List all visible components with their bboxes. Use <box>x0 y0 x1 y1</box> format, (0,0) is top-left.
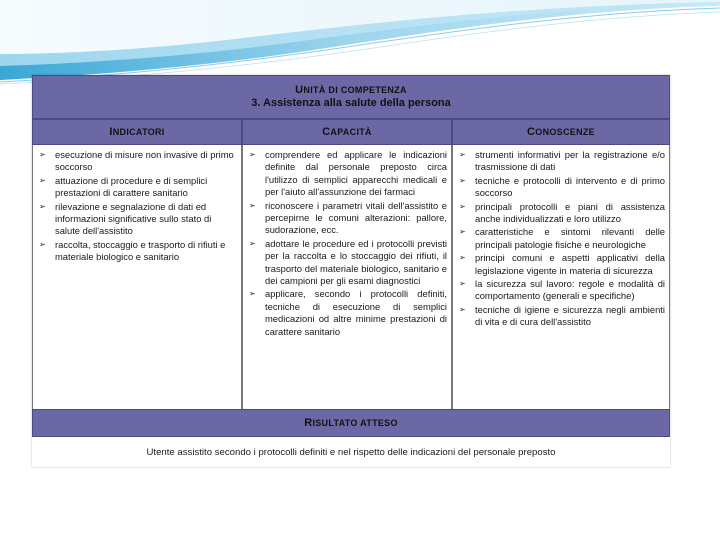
competency-table <box>32 75 670 467</box>
arrow-bullet-icon: ➢ <box>459 201 466 211</box>
list-item <box>37 201 237 238</box>
result-text: Utente assistito secondo i protocolli definiti e nel rispetto delle indicazioni del personale preposto <box>146 446 556 458</box>
arrow-bullet-icon: ➢ <box>249 150 256 159</box>
list-item-text: rilevazione e segnalazione di dati ed informazioni significative sullo stato di salute dell'assistito <box>55 200 212 237</box>
list-item <box>457 278 665 303</box>
arrow-bullet-icon: ➢ <box>459 304 466 314</box>
list-item-text: principi comuni e aspetti applicativi della legislazione vigente in materia di sicurezza <box>475 252 665 276</box>
list-item <box>457 252 665 277</box>
list-item <box>457 149 665 174</box>
list-item-text: esecuzione di misure non invasive di primo soccorso <box>55 149 234 173</box>
list-item <box>247 149 447 199</box>
arrow-bullet-icon: ➢ <box>39 239 46 249</box>
arrow-bullet-icon: ➢ <box>459 253 466 263</box>
arrow-bullet-icon: ➢ <box>39 150 46 159</box>
result-header: R ISULTATO ATTESO <box>32 409 670 437</box>
column-indicatori <box>32 145 242 409</box>
arrow-bullet-icon: ➢ <box>39 201 46 211</box>
list-item <box>37 175 237 200</box>
indicatori-list <box>33 145 241 264</box>
arrow-bullet-icon: ➢ <box>459 279 466 289</box>
list-item-text: adottare le procedure ed i protocolli previsti per la raccolta e lo stoccaggio dei rifiuti, il trasporto del materiale biologico, sanitario e dei campioni per gli esami diagnostici <box>265 237 447 287</box>
list-item-text: principali protocolli e piani di assistenza anche individualizzati e loro utilizzo <box>475 200 665 225</box>
arrow-bullet-icon: ➢ <box>249 200 256 210</box>
list-item-text: tecniche di igiene e sicurezza negli ambienti di vita e di cura dell'assistito <box>475 303 665 328</box>
list-item-text: la sicurezza sul lavoro: regole e modalità di comportamento (generali e specifiche) <box>475 278 665 302</box>
conoscenze-list <box>453 145 669 329</box>
arrow-bullet-icon: ➢ <box>459 227 466 237</box>
list-item <box>457 304 665 329</box>
list-item-text: raccolta, stoccaggio e trasporto di rifiuti e materiale biologico e sanitario <box>55 238 226 263</box>
list-item <box>247 200 447 237</box>
list-item <box>247 238 447 288</box>
list-item-text: applicare, secondo i protocolli definiti, tecniche di esecuzione di semplici medicazioni od altre minime prestazioni di carattere sanitario <box>265 288 447 337</box>
column-header-conoscenze: C ONOSCENZE <box>452 119 670 145</box>
list-item <box>247 288 447 338</box>
capacita-list <box>243 145 451 338</box>
column-header-indicatori: I NDICATORI <box>32 119 242 145</box>
table-header <box>32 75 670 119</box>
column-header-capacita: C APACITÀ <box>242 119 452 145</box>
list-item-text: comprendere ed applicare le indicazioni definite dal personale preposto circa l'utilizzo di semplici apparecchi medicali e per l'aiuto all'assunzione dei farmaci <box>265 149 447 198</box>
arrow-bullet-icon: ➢ <box>249 238 256 248</box>
arrow-bullet-icon: ➢ <box>459 150 466 159</box>
arrow-bullet-icon: ➢ <box>39 175 46 185</box>
arrow-bullet-icon: ➢ <box>459 175 466 185</box>
list-item <box>37 149 237 174</box>
arrow-bullet-icon: ➢ <box>249 289 256 299</box>
list-item-text: riconoscere i parametri vitali dell'assistito e percepirne le comuni alterazioni: pallore, sudorazione, ecc. <box>265 199 447 236</box>
column-capacita <box>242 145 452 409</box>
list-item-text: attuazione di procedure e di semplici prestazioni di carattere sanitario <box>55 174 208 199</box>
unit-label: UNITÀ DI COMPETENZA <box>295 84 407 96</box>
column-conoscenze <box>452 145 670 409</box>
list-item <box>457 226 665 251</box>
list-item <box>457 201 665 226</box>
list-item-text: tecniche e protocolli di intervento e di primo soccorso <box>475 174 665 199</box>
list-item <box>457 175 665 200</box>
list-item-text: strumenti informativi per la registrazione e/o trasmissione di dati <box>475 149 665 173</box>
list-item <box>37 239 237 264</box>
unit-title: 3. Assistenza alla salute della persona <box>251 97 451 109</box>
list-item-text: caratteristiche e sintomi rilevanti delle principali patologie fisiche e neurologiche <box>475 226 665 250</box>
